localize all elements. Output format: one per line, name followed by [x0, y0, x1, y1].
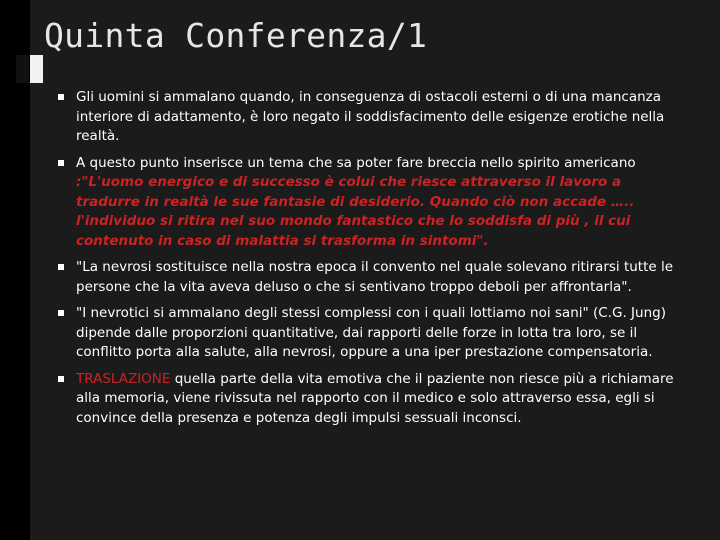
square-bullet-icon	[58, 160, 64, 166]
bullet-text: "La nevrosi sostituisce nella nostra epoca il convento nel quale solevano ritirarsi tutte le persone che la vita aveva deluso o che si sentivano troppo deboli per affrontarla".	[76, 259, 674, 295]
title-marker-light	[30, 55, 43, 83]
bullet-item-3	[58, 258, 678, 297]
bullet-text: Gli uomini si ammalano quando, in conseguenza di ostacoli esterni o di una mancanza interiore di adattamento, è loro negato il soddisfacimento delle esigenze erotiche nella realtà.	[76, 89, 665, 144]
bullet-item-2	[58, 154, 678, 252]
bullet-item-1	[58, 88, 678, 147]
square-bullet-icon	[58, 376, 64, 382]
bullet-item-5	[58, 370, 678, 429]
bullet-text: "I nevrotici si ammalano degli stessi complessi con i quali lottiamo noi sani" (C.G. Jung) dipende dalle proporzioni quantitative, dai rapporti delle forze in lotta tra loro, se il conflitto porta alla salute, alla nevrosi, oppure a una iper prestazione compensatoria.	[76, 305, 666, 360]
square-bullet-icon	[58, 264, 64, 270]
bullet-list	[58, 88, 678, 435]
bullet-text: A questo punto inserisce un tema che sa poter fare breccia nello spirito americano	[76, 154, 636, 171]
square-bullet-icon	[58, 94, 64, 100]
bullet-keyword: TRASLAZIONE	[76, 370, 171, 387]
bullet-text: quella parte della vita emotiva che il paziente non riesce più a richiamare alla memoria, viene rivissuta nel rapporto con il medico e solo attraverso essa, egli si convince della presenza e potenza degli impulsi sessuali inconsci.	[76, 370, 674, 426]
bullet-item-4	[58, 304, 678, 363]
bullet-emphasis-quote: :"L'uomo energico e di successo è colui che riesce attraverso il lavoro a tradurre in realtà le sue fantasie di desiderio. Quando ciò non accade ….. l'individuo si ritira nel suo mondo fantastico che lo soddisfa di più , il cui contenuto in caso di malattia si trasforma in sintomi".	[76, 174, 635, 249]
title-marker-dark	[16, 55, 29, 83]
square-bullet-icon	[58, 310, 64, 316]
slide-title: Quinta Conferenza/1	[44, 16, 428, 55]
